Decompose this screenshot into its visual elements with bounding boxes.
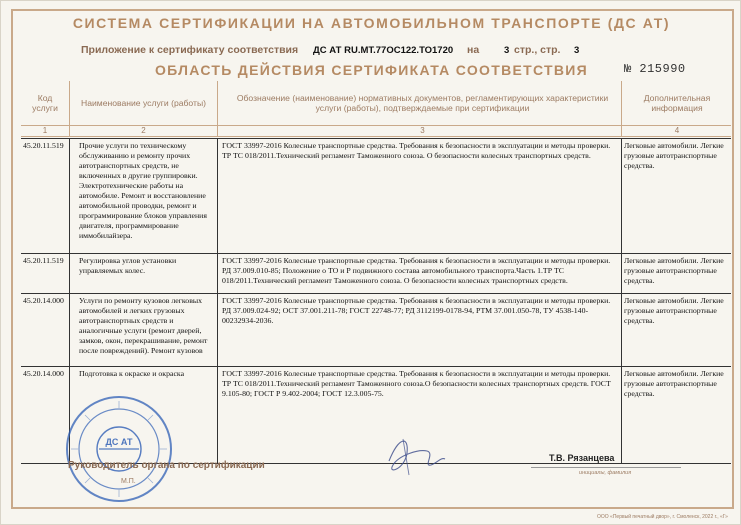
pages-label: стр., стр. bbox=[514, 44, 561, 56]
appendix-line bbox=[1, 44, 741, 60]
column-number: 3 bbox=[420, 126, 425, 135]
service-code: 45.20.14.000 bbox=[23, 296, 64, 305]
service-docs: ГОСТ 33997-2016 Колесные транспортные средства. Требования к безопасности в эксплуатации и методы проверки. РД 37.009.024-92; ОСТ 37.001.211-78; ГОСТ 22748-77; РД 3112199-0178-94, РТМ 37.001.050-78, ТУ 4538-140-00232934-2036. bbox=[222, 296, 611, 325]
service-docs: ГОСТ 33997-2016 Колесные транспортные средства. Требования к безопасности в эксплуатации и методы проверки. РД 37.009.010-85; Положение о ТО и Р подвижного состава автомобильного транспорта.Часть 1.ТР ТС 018/2011.Технический регламент Таможенного союза. О безопасности колесных транспортных средств. bbox=[222, 256, 611, 285]
column-number: 2 bbox=[141, 126, 146, 135]
form-number: № 215990 bbox=[624, 62, 686, 76]
service-name: Подготовка к окраске и окраска bbox=[79, 369, 185, 378]
service-name: Услуги по ремонту кузовов легковых автомобилей и легких грузовых автотранспортных средств и аналогичные услуги (ремонт дверей, замков, окон, перекрашивание, ремонт после повреждений). Ремонт кузовов bbox=[79, 296, 208, 355]
printer-note: ООО «Первый печатный двор», г. Смоленск, 2022 г., «Г» bbox=[597, 514, 728, 520]
signer-caption: инициалы, фамилия bbox=[579, 470, 632, 476]
page-current: 3 bbox=[574, 45, 580, 56]
seal-place-label: М.П. bbox=[121, 478, 136, 485]
official-stamp-icon bbox=[63, 393, 175, 505]
table-row bbox=[21, 293, 731, 366]
on-label: на bbox=[467, 44, 480, 56]
stamp-text: ДС АТ bbox=[105, 437, 133, 447]
service-info: Легковые автомобили. Легкие грузовые автотранспортные средства. bbox=[624, 256, 724, 285]
table-row bbox=[21, 253, 731, 293]
numbers-divider bbox=[21, 136, 731, 137]
column-header-info: Дополнительная информация bbox=[643, 93, 711, 113]
header-column-separator bbox=[621, 81, 622, 137]
header-column-separator bbox=[217, 81, 218, 137]
signature-line bbox=[531, 467, 681, 468]
service-code: 45.20.14.000 bbox=[23, 369, 64, 378]
service-docs: ГОСТ 33997-2016 Колесные транспортные средства. Требования к безопасности в эксплуатации и методы проверки. ТР ТС 018/2011.Технический регламент Таможенного союза. О безопасности колесных транспортных средств. bbox=[222, 141, 611, 160]
certificate-reg-number: ДС АТ RU.MT.77ОС122.ТО1720 bbox=[313, 45, 454, 56]
service-info: Легковые автомобили. Легкие грузовые автотранспортные средства. bbox=[624, 296, 724, 325]
column-number: 4 bbox=[674, 126, 680, 135]
pages-total: 3 bbox=[504, 45, 510, 56]
service-name: Регулировка углов установки управляемых колес. bbox=[79, 256, 177, 275]
service-info: Легковые автомобили. Легкие грузовые автотранспортные средства. bbox=[624, 141, 724, 170]
column-numbers bbox=[21, 126, 731, 135]
column-header-name: Наименование услуги (работы) bbox=[81, 98, 206, 108]
service-code: 45.20.11.519 bbox=[23, 141, 64, 150]
handwritten-signature-icon bbox=[379, 431, 449, 481]
signer-name: Т.В. Рязанцева bbox=[549, 453, 615, 463]
certification-head-label: Руководитель органа по сертификации bbox=[68, 460, 265, 471]
service-info: Легковые автомобили. Легкие грузовые автотранспортные средства. bbox=[624, 369, 724, 398]
service-name: Прочие услуги по техническому обслуживанию и ремонту прочих автотранспортных средств, не включенных в другие группировки. Электротехнические работы на автомобиле. Ремонт и восстановление автомобильной проводки, ремонт и программирование блоков управления двигателя, программирование иммобилайзера. bbox=[79, 141, 207, 240]
service-docs: ГОСТ 33997-2016 Колесные транспортные средства. Требования к безопасности в эксплуатации и методы проверки. ТР ТС 018/2011.Технический регламент Таможенного союза.О безопасности колесных транспортных средств. ГОСТ 9.105-80; ГОСТ Р 9.402-2004; ГОСТ 12.3.005-75. bbox=[222, 369, 611, 398]
area-title: ОБЛАСТЬ ДЕЙСТВИЯ СЕРТИФИКАТА СООТВЕТСТВИЯ bbox=[154, 62, 589, 78]
column-header-code: Код услуги bbox=[32, 93, 58, 113]
service-code: 45.20.11.519 bbox=[23, 256, 64, 265]
system-title: СИСТЕМА СЕРТИФИКАЦИИ НА АВТОМОБИЛЬНОМ ТРАНСПОРТЕ (ДС АТ) bbox=[72, 15, 671, 31]
column-number: 1 bbox=[42, 126, 48, 135]
table-row bbox=[21, 138, 731, 253]
appendix-label: Приложение к сертификату соответствия bbox=[81, 44, 299, 56]
header-column-separator bbox=[69, 81, 70, 137]
column-header-docs: Обозначение (наименование) нормативных документов, регламентирующих характеристики услуги (работы), подтверждаемые при сертификации bbox=[236, 93, 609, 113]
